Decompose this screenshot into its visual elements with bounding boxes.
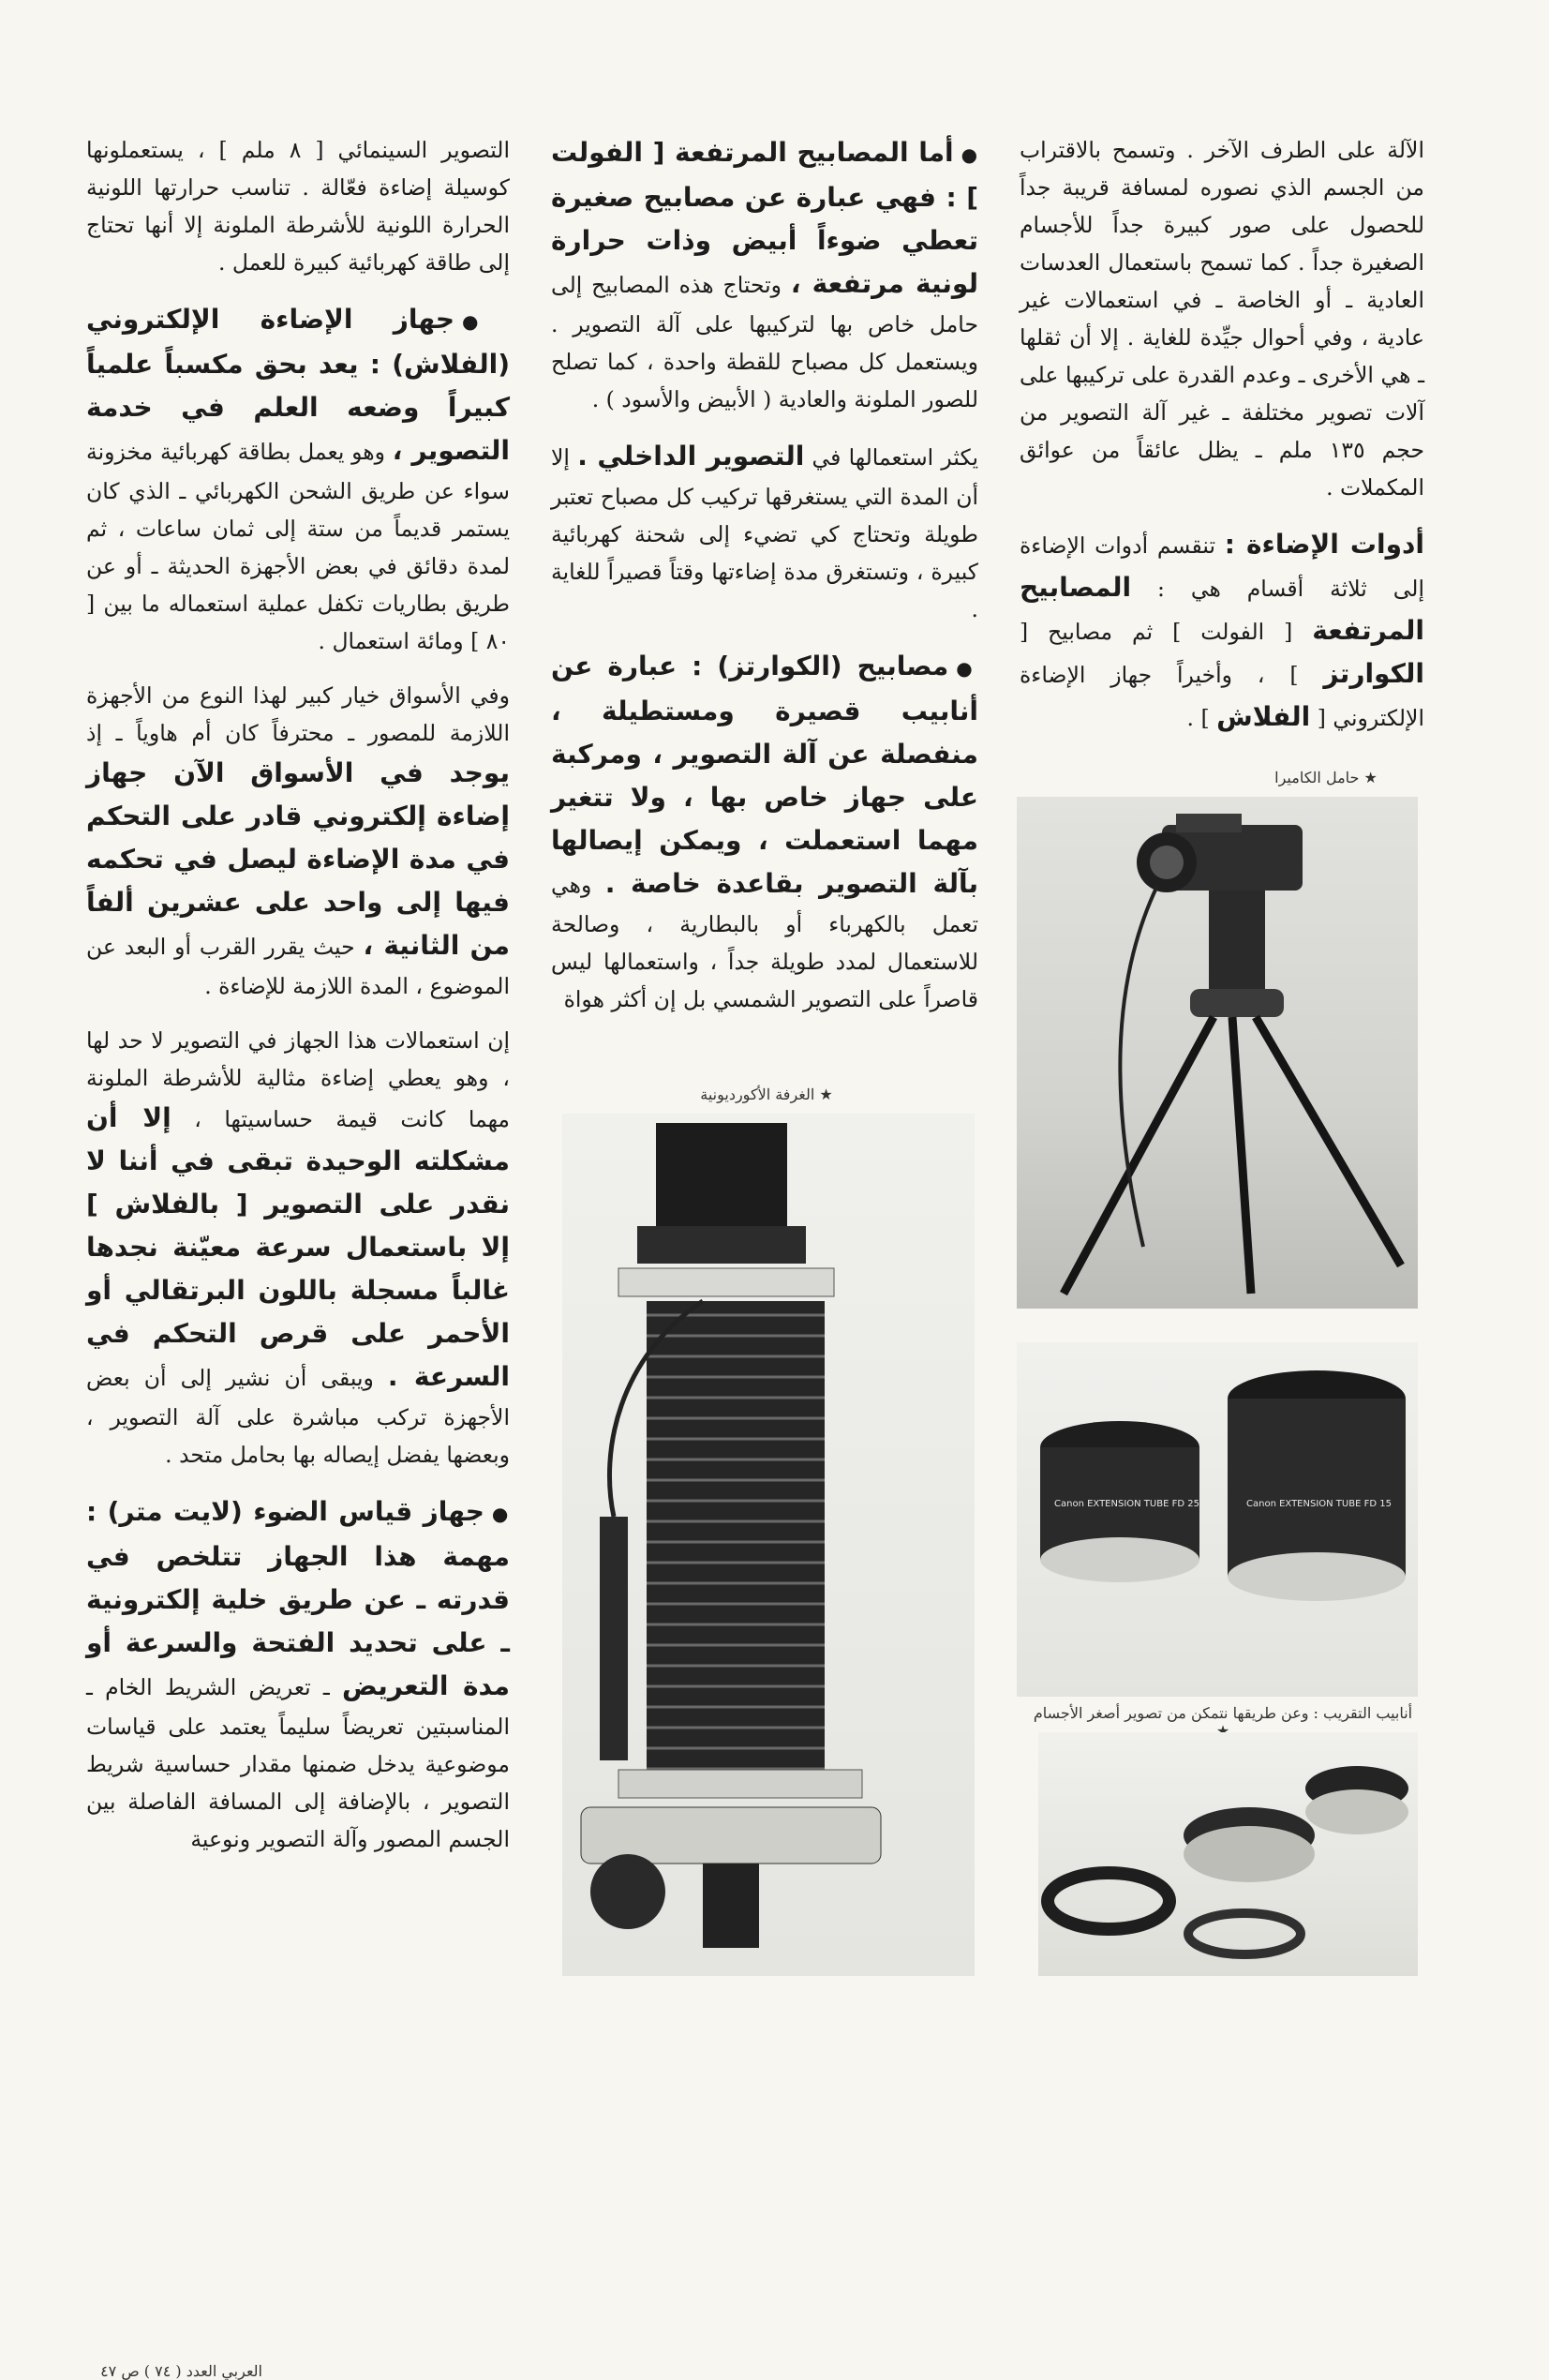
footer-issue-page: العربي العدد ( ٧٤ ) ص ٤٧ [100, 2362, 262, 2380]
text: ـ تعريض الشريط الخام ـ المناسبتين تعريضاً سليماً يعتمد على قياسات موضوعية يدخل ضمنها مقدار حساسية شريط التصوير ، بالإضافة إلى المسافة الفاصلة بين الجسم المصور وآلة التصوير ونوعية [86, 1674, 510, 1852]
caption-tripod: ★ حامل الكاميرا [1246, 769, 1406, 786]
emphasis: الكوارتز [1323, 658, 1424, 689]
text: ويبقى أن نشير إلى أن بعض الأجهزة تركب مباشرة على آلة التصوير ، وبعضها يفضل إيصاله بها بحامل متحد . [86, 1365, 510, 1468]
text: ] ، وأخيراً جهاز الإضاءة الإلكتروني [ [1020, 662, 1424, 731]
column-middle [551, 131, 978, 1035]
emphasis: يوجد في الأسواق الآن جهاز إضاءة إلكتروني قادر على التحكم في مدة الإضاءة ليصل في تحكمه فيها إلى واحد على عشرين ألفاً من الثانية ، [86, 757, 510, 961]
caption-tubes: أنابيب التقريب : وعن طريقها نتمكن من تصوير أصغر الأجسام ★ [1026, 1704, 1420, 1740]
paragraph-flash [86, 298, 510, 660]
text: تنقسم أدوات الإضاءة إلى ثلاثة أقسام هي : [1020, 532, 1424, 602]
photo-bellows-unit [562, 1114, 975, 1976]
bellows-folds [647, 1301, 825, 1770]
emphasis: التصوير الداخلي . [577, 441, 805, 472]
text: وتحتاج هذه المصابيح إلى حامل خاص بها لتركيبها على آلة التصوير . ويستعمل كل مصباح للقطة واحدة ، كما تصلح للصور الملونة والعادية ( الأبيض والأسود ) . [551, 272, 978, 412]
bellows-illustration [562, 1114, 975, 1976]
text: يكثر استعمالها في [804, 444, 978, 471]
paragraph: التصوير السينمائي [ ٨ ملم ] ، يستعملونها كوسيلة إضاءة فعّالة . تناسب حرارتها اللونية الحرارة اللونية للأشرطة الملونة إلا أنها تحتاج إلى طاقة كهربائية كبيرة للعمل . [86, 137, 510, 276]
photo-extension-tubes [1017, 1342, 1418, 1697]
paragraph-quartz [551, 645, 978, 1018]
text: [ الفولت ] ثم مصابيح [ [1020, 619, 1313, 645]
emphasis: إلا أن مشكلته الوحيدة تبقى في أننا لا نقدر على التصوير [ بالفلاش ] إلا باستعمال سرعة معيّنة نجدها غالباً مسجلة باللون البرتقالي أو الأحمر على قرص التحكم في السرعة . [86, 1102, 510, 1392]
rings-illustration [1038, 1732, 1418, 1976]
text: حيث يقرر القرب أو البعد عن الموضوع ، المدة اللازمة للإضاءة . [86, 934, 510, 999]
tube-label-right: Canon EXTENSION TUBE FD 15 [1246, 1499, 1392, 1509]
tube-label-left: Canon EXTENSION TUBE FD 25 [1054, 1499, 1199, 1509]
paragraph-indoor [551, 435, 978, 628]
paragraph-light-meter [86, 1490, 510, 1858]
subheading: أدوات الإضاءة : [1224, 529, 1424, 560]
tripod-illustration [1017, 797, 1418, 1309]
text: وفي الأسواق خيار كبير لهذا النوع من الأجهزة اللازمة للمصور ـ محترفاً كان أم هاوياً ـ إذ [86, 682, 510, 746]
paragraph-market [86, 677, 510, 1005]
column-right [1020, 131, 1424, 756]
paragraph-volt-lamps [551, 131, 978, 418]
bold-lead: ● جهاز الإضاءة الإلكتروني (الفلاش) : يعد بحق مكسباً علمياً كبيراً وضعه العلم في خدمة التصوير ، [86, 304, 510, 466]
bold-lead: ● جهاز قياس الضوء (لايت متر) : مهمة هذا الجهاز تتلخص في قدرته ـ عن طريق خلية إلكترونية ـ على تحديد الفتحة والسرعة أو مدة التعريض [86, 1496, 510, 1701]
photo-rings [1038, 1732, 1418, 1976]
text: وهو يعمل بطاقة كهربائية مخزونة سواء عن طريق الشحن الكهربائي ـ الذي كان يستمر قديماً من ستة إلى ثمان ساعات ، ثم لمدة دقائق في بعض الأجهزة الحديثة ـ أو عن طريق بطاريات تكفل عملية استعماله ما بين [ ٨٠ ] ومائة استعمال . [86, 439, 510, 654]
photo-camera-tripod [1017, 797, 1418, 1309]
tubes-illustration [1017, 1342, 1418, 1697]
paragraph: الآلة على الطرف الآخر . وتسمح بالاقتراب من الجسم الذي نصوره لمسافة قريبة جداً للحصول على صور كبيرة جداً للأجسام الصغيرة جداً . كما تسمح باستعمال العدسات العادية ـ أو الخاصة ـ في استعمالات غير عادية ، وفي أحوال جيِّدة للغاية . إلا أن ثقلها ـ هي الأخرى ـ وعدم القدرة على تركيبها على آلات تصوير مختلفة ـ غير آلة التصوير من حجم ١٣٥ ملم ـ يظل عائقاً من عوائق المكملات . [1020, 137, 1425, 501]
text: وهي تعمل بالكهرباء أو بالبطارية ، وصالحة للاستعمال لمدد طويلة جداً ، واستعمالها ليس قاصراً على التصوير الشمسي بل إن أكثر هواة [551, 872, 978, 1012]
column-left [86, 131, 510, 1875]
text: إن استعمالات هذا الجهاز في التصوير لا حد لها ، وهو يعطي إضاءة مثالية للأشرطة الملونة مهما كانت قيمة حساسيتها ، [86, 1027, 510, 1132]
bold-lead: ● مصابيح (الكوارتز) : عبارة عن أنابيب قصيرة ومستطيلة ، منفصلة عن آلة التصوير ، ومركبة على جهاز خاص بها ، ولا تتغير مهما استعملت ، ويمكن إيصالها بآلة التصوير بقاعدة خاصة . [551, 651, 978, 899]
paragraph-lighting-tools [1020, 523, 1424, 739]
bold-lead: ● أما المصابيح المرتفعة [ الفولت ] : فهي عبارة عن مصابيح صغيرة تعطي ضوءاً أبيض وذات حرارة لونية مرتفعة ، [551, 137, 978, 299]
emphasis: الفلاش [1216, 701, 1311, 732]
paragraph-uses [86, 1022, 510, 1474]
caption-bellows: ★ الغرفة الأكورديونية [673, 1085, 860, 1103]
emphasis: المصابيح المرتفعة [1020, 572, 1424, 646]
text: ] . [1186, 705, 1217, 731]
text: إلا أن المدة التي يستغرقها تركيب كل مصباح تعتبر طويلة وتحتاج كي تضيء إلى شحنة كهربائية كبيرة ، وتستغرق مدة إضاءتها وقتاً قصيراً للغاية . [551, 444, 978, 622]
